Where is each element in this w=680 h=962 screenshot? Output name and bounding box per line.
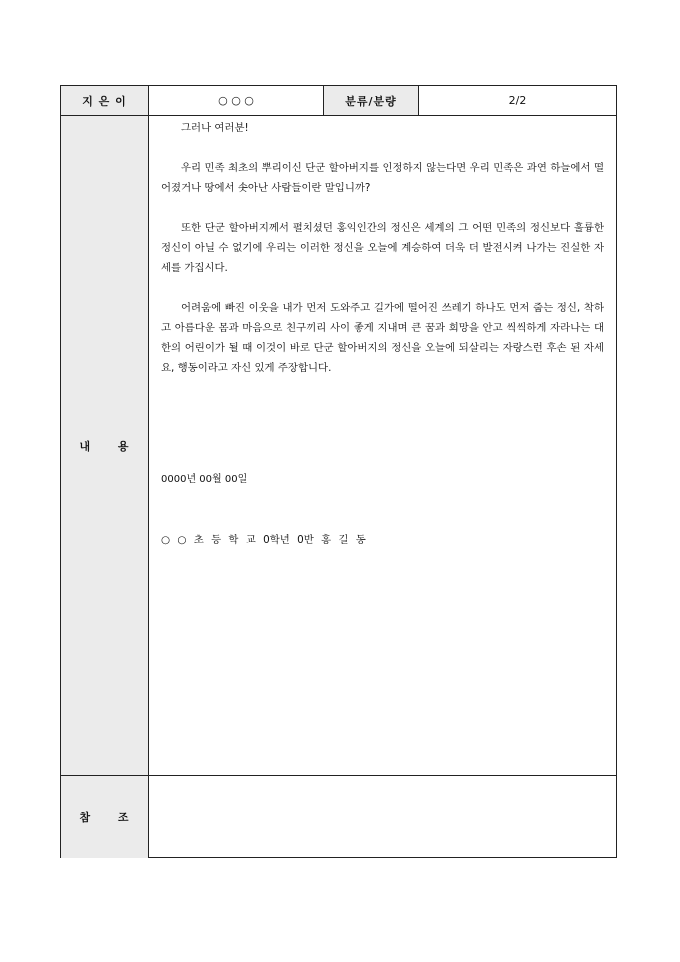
author-label: 지 은 이 <box>61 86 149 115</box>
reference-row <box>61 776 616 858</box>
author-signature: ○ ○ 초 등 학 교 0학년 0반 홍 길 동 <box>161 534 366 546</box>
paragraph-4: 어려움에 빠진 이웃을 내가 먼저 도와주고 길가에 떨어진 쓰레기 하나도 먼저 줍는 정신, 착하고 아름다운 몸과 마음으로 친구끼리 사이 좋게 지내며 큰 꿈과 희망을 안고 씩씩하게 자라나는 대한의 어린이가 될 때 이것이 바로 단군 할아버지의 정신을 오늘에 되살리는 자랑스런 후손 된 자세요, 행동이라고 자신 있게 주장합니다. <box>161 302 604 374</box>
paragraph-3: 또한 단군 할아버지께서 펼치셨던 홍익인간의 정신은 세계의 그 어떤 민족의 정신보다 훌륭한 정신이 아닐 수 없기에 우리는 이러한 정신을 오늘에 계승하여 더욱 더 발전시켜 나가는 진실한 자세를 가집시다. <box>161 222 604 274</box>
author-value: ○ ○ ○ <box>149 86 324 115</box>
header-row <box>61 86 616 116</box>
content-label: 내 용 <box>61 116 149 775</box>
paragraph-2: 우리 민족 최초의 뿌리이신 단군 할아버지를 인정하지 않는다면 우리 민족은 과연 하늘에서 떨어졌거나 땅에서 솟아난 사람들이란 말입니까? <box>161 162 604 194</box>
category-value: 2/2 <box>508 94 527 107</box>
essay-date: 0000년 00월 00일 <box>161 474 248 485</box>
content-row <box>61 116 616 776</box>
category-label: 분류/분량 <box>324 86 419 115</box>
reference-value <box>149 776 616 858</box>
paragraph-1: 그러나 여러분! <box>181 122 249 134</box>
reference-label: 참 조 <box>61 776 149 858</box>
essay-form-table <box>60 85 617 858</box>
content-body <box>149 116 616 775</box>
